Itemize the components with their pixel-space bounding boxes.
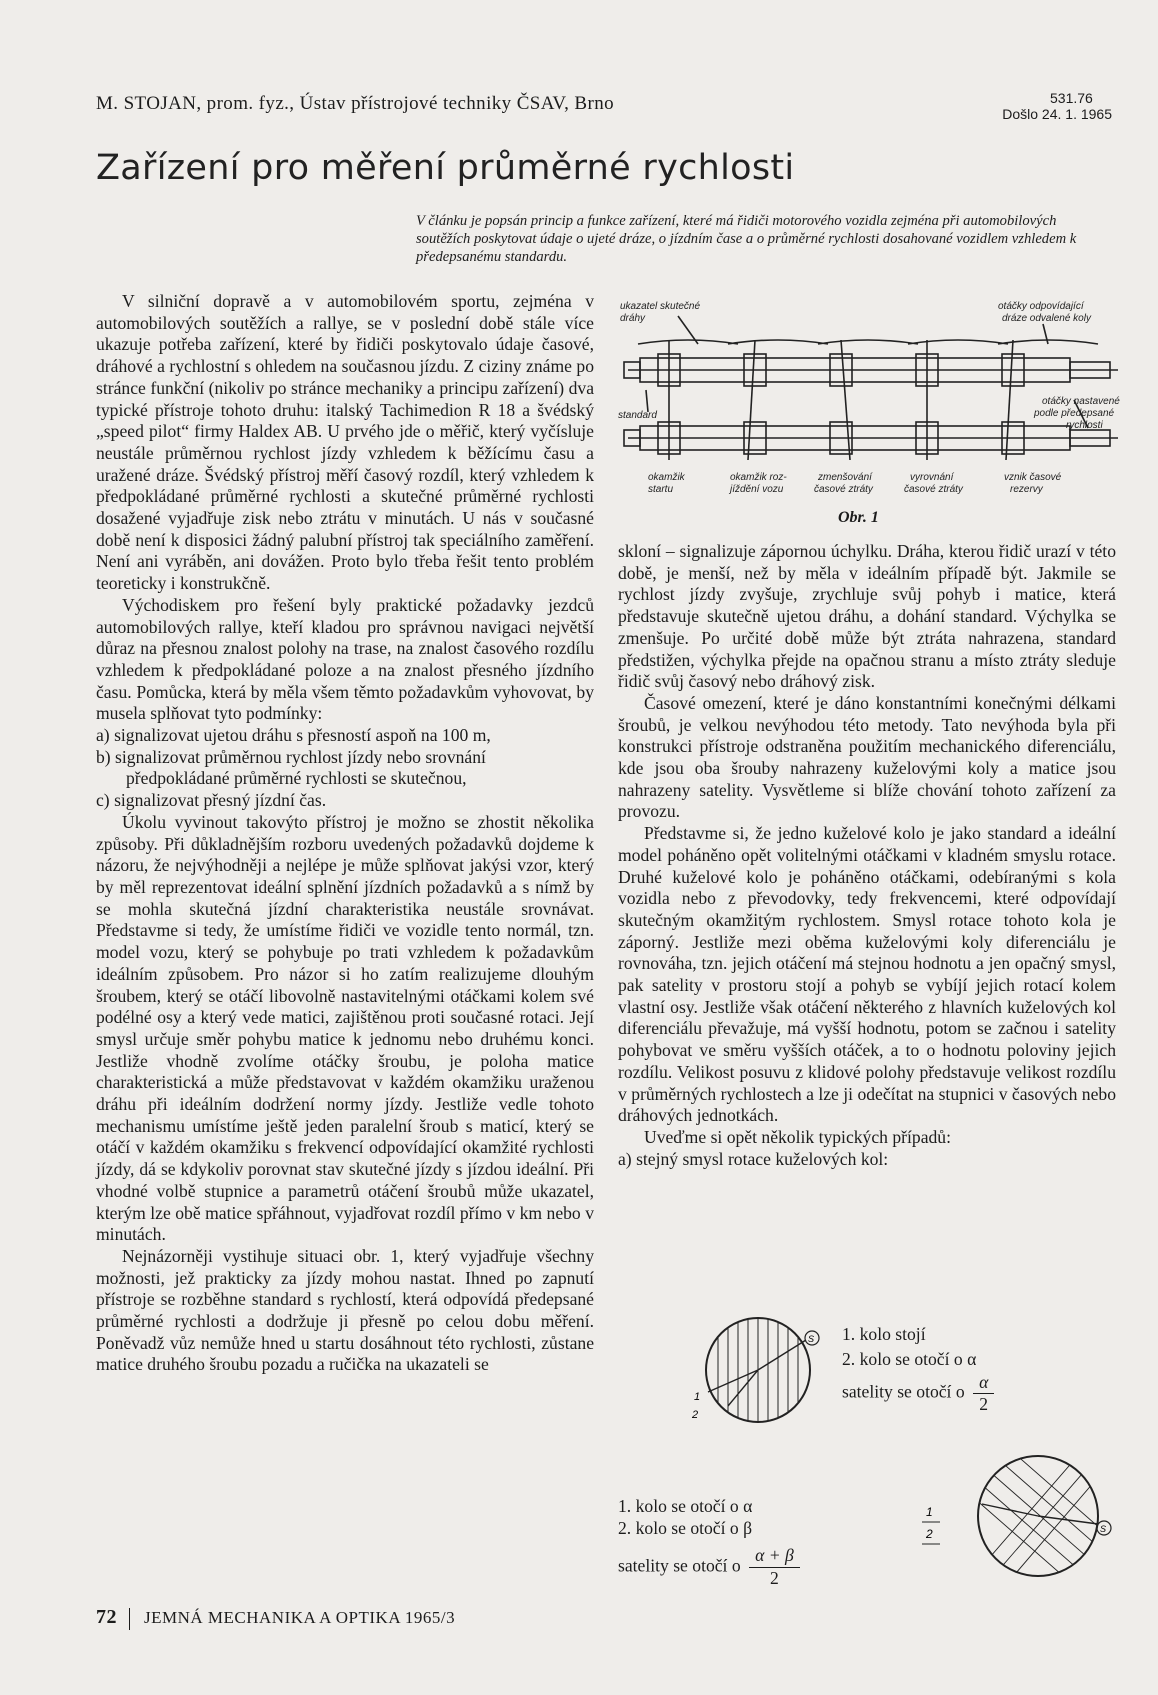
article-title: Zařízení pro měření průměrné rychlosti (96, 148, 795, 188)
fig1-label: podle předepsané (1034, 408, 1115, 419)
case-heading: a) stejný smysl rotace kuželových kol: (618, 1148, 889, 1169)
gear-label: 2 (926, 1527, 933, 1541)
figure-1-caption: Obr. 1 (838, 509, 879, 526)
differential-figure-a (688, 1310, 828, 1445)
fig1-label: časové ztráty (814, 484, 873, 495)
gear-label: 2 (692, 1409, 699, 1421)
received-date: Došlo 24. 1. 1965 (1002, 106, 1112, 122)
abstract: V článku je popsán princip a funkce zařízení, které má řidiči motorového vozidla zejména při automobilových soutěžích poskytovat údaje o ujeté dráze, o jízdním čase a o průměrné rychlosti dosahované vozidlem vzhledem k předepsanému standardu. (416, 213, 1077, 265)
fig1-label: otáčky odpovídající (998, 301, 1084, 312)
satellites-text: satelity se otočí o (618, 1555, 741, 1576)
page-number: 72 (96, 1606, 117, 1628)
fig1-label: vznik časové (1004, 472, 1062, 483)
fig1-label: startu (648, 484, 674, 495)
case-b-item: 2. kolo se otočí o β (618, 1517, 753, 1538)
paragraph: skloní – signalizuje zápornou úchylku. Dráha, kterou řidič urazí v této době, je menší, než by měla v ideálním případě být. Jakmile se rychlost jízdy zvyšuje, zrychluje svůj pohyb i matice, která představuje skutečně ujetou dráhu, a dohání standard. Výchylka se zmenšuje. Po určité době může být ztráta nahrazena, standard předstižen, výchylka přejde na opačnou stranu a místo ztráty sleduje řidič svůj časový nebo dráhový zisk. (618, 541, 1116, 692)
page-footer (96, 1606, 455, 1630)
fraction-denominator: 2 (979, 1394, 989, 1414)
paragraph: Časové omezení, které je dáno konstantními konečnými délkami šroubů, je velkou nevýhodou této metody. Tato nevýhoda byla při konstrukci přístroje odstraněna použitím mechanického diferenciálu, kde jsou oba šrouby nahrazeny kuželovými koly a matice jsou nahrazeny satelity. Vysvětleme si blíže chování tohoto zařízení za provozu. (618, 692, 1116, 822)
fig1-label: dráhy (620, 313, 646, 324)
case-a-satellites (842, 1372, 994, 1415)
paragraph: Představme si, že jedno kuželové kolo je jako standard a ideální model poháněno opět volitelnými otáčkami v kladném smyslu rotace. Druhé kuželové kolo je poháněno otáčkami, odebíranými s kola vozidla nebo z převodovky, tedy frekvencemi, které odpovídají skutečným okamžitým rychlostem. Smysl rotace tohoto kola je záporný. Jestliže mezi oběma kuželovými koly diferenciálu je rovnováha, tzn. jejich otáčení má stejnou hodnotu a jen opačný smysl, pak satelity v prostoru stojí a pohyb se vybíjí jejich rotací kolem vlastní osy. Jestliže však otáčení některého z hlavních kuželových kol diferenciálu převažuje, má vyšší hodnotu, potom se začnou i satelity pohybovat ve směru vyšších otáček, a to o hodnotu poloviny jejich rozdílu. Velikost posuvu z klidové polohy představuje velikost rozdílu v průměrných rychlostech a lze ji odečítat na stupnici v časových nebo dráhových jednotkách. (618, 823, 1116, 1126)
paragraph: Úkolu vyvinout takovýto přístroj je možno se zhostit několika způsoby. Při důkladnějším rozboru uvedených požadavků dojdeme k názoru, že nejvýhodněji a nejlépe je může splňovat jakýsi vzor, který by měl reprezentovat ideální splnění jízdních požadavků a s nímž by se mohla skutečná jízdní charakteristika neustále srovnávat. Představme si tedy, že umístíme řidiči ve vozidle tento normál, tzn. model vozu, který se pohybuje po trati vzhledem k požadavkům ideálním způsobem. Pro názor si ho zatím realizujeme dlouhým šroubem, který se otáčí libovolně nastavitelnými otáčkami kolem své podélné osy a který vede matici, zajištěnou proti současné rotaci. Její smysl určuje směr pohybu matice k jednomu nebo druhému konci. Jestliže vhodně zvolíme otáčky šroubu, je poloha matice charakteristická a může představovat v každém okamžiku uraženou dráhu při ideálním dodržení normy jízdy. Jestliže vedle tohoto mechanismu umístíme ještě jeden paralelní šroub s maticí, který se otáčí v každém okamžiku s frekvencí odpovídající okamžité rychlosti jízdy, dá se kdykoliv porovnat stav skutečné jízdy s jízdou ideální. Při vhodné volbě stupnice a parametrů otáčení šroubů může ukazatel, kterým lze obě matice spřáhnout, vyjadřovat rozdíl přímo v km nebo v minutách. (96, 811, 594, 1245)
left-column (96, 291, 594, 1376)
fig1-label: dráze odvalené koly (1002, 313, 1091, 324)
right-column (618, 541, 1116, 1170)
satellite-label: S (808, 1334, 815, 1344)
satellites-text: satelity se otočí o (842, 1381, 965, 1402)
satellite-label: S (1100, 1524, 1107, 1534)
fig1-label: rychlosti (1066, 420, 1103, 431)
figure-1 (618, 300, 1128, 510)
case-b-item: 1. kolo se otočí o α (618, 1496, 753, 1516)
paragraph: Nejnázorněji vystihuje situaci obr. 1, který vyjadřuje všechny možnosti, jež prakticky za jízdy mohou nastat. Ihned po zapnutí přístroje se rozběhne standard s rychlostí, která odpovídá předepsané průměrné rychlosti a dodržuje ji přesně po celou dobu měření. Poněvadž vůz nemůže hned u startu dosáhnout této rychlosti, zůstane matice druhého šroubu pozadu a ručička na ukazateli se (96, 1245, 594, 1375)
journal-name: JEMNÁ MECHANIKA A OPTIKA 1965/3 (144, 1608, 456, 1627)
udc-code: 531.76 (1050, 90, 1093, 106)
fig1-label: jíždění vozu (730, 484, 784, 495)
fraction-numerator: α + β (749, 1545, 800, 1568)
condition-item: předpokládané průměrné rychlosti se skutečnou, (126, 768, 467, 789)
gear-circle-diagram (918, 1444, 1118, 1594)
fig1-label: standard (618, 410, 657, 421)
footer-divider (129, 1608, 130, 1630)
fig1-label: ukazatel skutečné (620, 301, 701, 312)
fraction (749, 1545, 800, 1589)
author-line: M. STOJAN, prom. fyz., Ústav přístrojové techniky ČSAV, Brno (96, 93, 614, 114)
case-a-item: 2. kolo se otočí o α (842, 1349, 977, 1369)
fig1-label: vyrovnání (910, 472, 954, 483)
paragraph: Východiskem pro řešení byly praktické požadavky jezdců automobilových rallye, kteří kladou pro správnou navigaci největší důraz na přesnou znalost polohy na trase, na znalost časového rozdílu vzhledem k předpokládané poloze a na znalost přesného jízdního času. Pomůcka, která by měla všem těmto požadavkům vyhovovat, by musela splňovat tyto podmínky: (96, 594, 594, 724)
fig1-label: zmenšování (818, 472, 872, 483)
fraction (973, 1372, 994, 1415)
gear-circle-diagram (688, 1310, 828, 1440)
fraction-numerator: α (973, 1372, 994, 1394)
paragraph: V silniční dopravě a v automobilovém sportu, zejména v automobilových soutěžích a rallye, se v poslední době stále více ukazuje potřeba zařízení, které by řidiči poskytovalo údaje časové, dráhové a rychlostní s ohledem na současnou jízdu. Z ciziny známe po stránce funkční (nikoliv po stránce mechaniky a principu zařízení) dva typické přístroje tohoto druhu: italský Tachimedion R 18 a švédský „speed pilot“ firmy Haldex AB. U prvého jde o měřič, který vyčísluje neustále průměrnou rychlost jízdy vzhledem k běžícímu času a uražené dráze. Švédský přístroj měří časový rozdíl, který vzhledem k předpokládané průměrné rychlosti a skutečné průměrné rychlosti dosažené vyjadřuje zisk nebo ztrátu v minutách. U nás v současné době není k disposici žádný palubní přístroj tak speciálního zaměření. Není ani vyráběn, ani dovážen. Proto bylo třeba řešit tento problém teoreticky i konstrukčně. (96, 291, 594, 594)
fig1-label: otáčky nastavené (1042, 396, 1120, 407)
case-b-list (618, 1496, 948, 1590)
gear-label: 1 (694, 1391, 701, 1403)
case-b-satellites (618, 1545, 948, 1589)
screw-mechanism-diagram (618, 300, 1128, 505)
condition-item: a) signalizovat ujetou dráhu s přesností aspoň na 100 m, (96, 725, 491, 746)
case-a-item: 1. kolo stojí (842, 1324, 926, 1344)
fraction-denominator: 2 (770, 1568, 779, 1589)
fig1-label: okamžik (648, 472, 685, 483)
case-a-list (842, 1322, 976, 1372)
condition-item: b) signalizovat průměrnou rychlost jízdy nebo srovnání (96, 746, 486, 767)
fig1-label: okamžik roz- (730, 472, 787, 483)
fig1-label: rezervy (1010, 484, 1043, 495)
differential-figure-b (918, 1444, 1118, 1599)
fig1-label: časové ztráty (904, 484, 963, 495)
gear-label: 1 (926, 1505, 933, 1519)
paragraph: Uveďme si opět několik typických případů: (644, 1126, 951, 1147)
condition-item: c) signalizovat přesný jízdní čas. (96, 790, 327, 811)
